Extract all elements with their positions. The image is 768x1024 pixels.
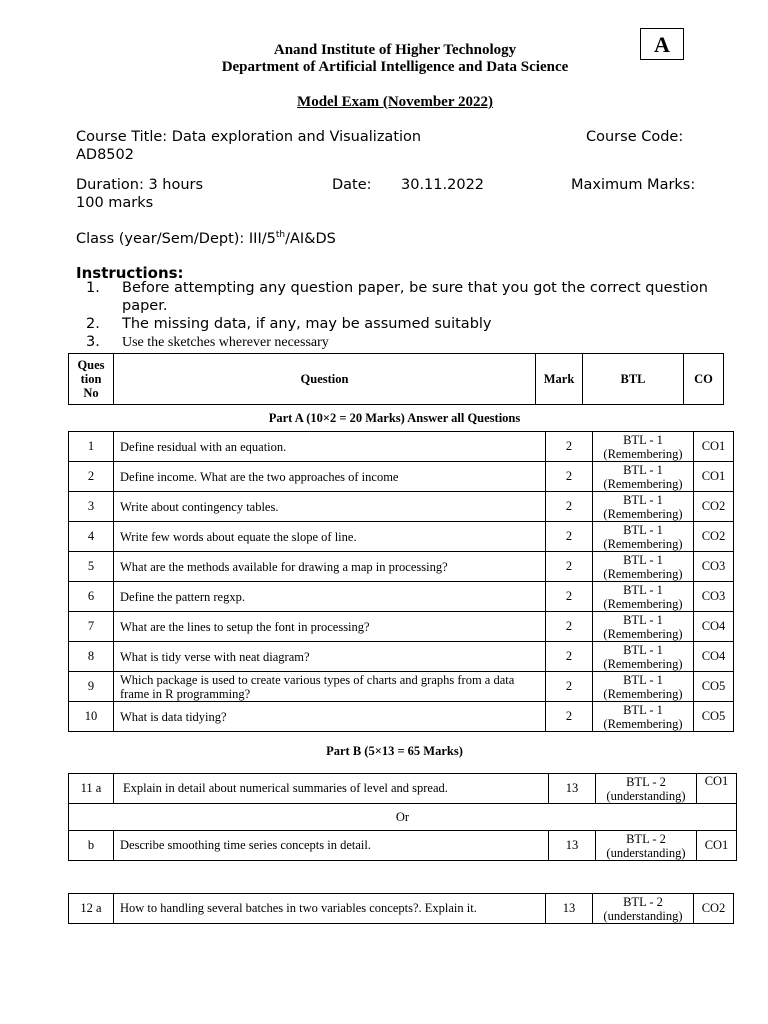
btl-level: BTL - 1	[623, 612, 663, 627]
instruction-1-num: 1.	[86, 280, 100, 296]
question-number: 6	[69, 582, 114, 612]
instruction-2-text: The missing data, if any, may be assumed suitably	[122, 316, 492, 332]
question-text: Write about contingency tables.	[114, 492, 546, 522]
question-text: What are the lines to setup the font in processing?	[114, 612, 546, 642]
q11a-btl	[596, 774, 697, 804]
q12a-btl-level: BTL - 2	[623, 894, 663, 909]
table-row	[69, 462, 734, 492]
table-row	[69, 522, 734, 552]
btl-description: (Remembering)	[603, 476, 683, 491]
question-text: What is tidy verse with neat diagram?	[114, 642, 546, 672]
q12a-btl-desc: (understanding)	[603, 908, 683, 923]
header-question: Question	[114, 354, 536, 405]
exam-title	[0, 94, 768, 111]
question-mark: 2	[546, 702, 593, 732]
question-co: CO3	[694, 552, 734, 582]
question-text: Define the pattern regxp.	[114, 582, 546, 612]
question-btl	[593, 462, 694, 492]
question-number: 10	[69, 702, 114, 732]
btl-description: (Remembering)	[603, 566, 683, 581]
instruction-1-text: Before attempting any question paper, be sure that you got the correct question	[122, 280, 708, 296]
instruction-1-text-cont: paper.	[122, 298, 168, 314]
header-qno-line2: tion	[80, 372, 102, 386]
question-text: What are the methods available for drawing a map in processing?	[114, 552, 546, 582]
question-mark: 2	[546, 522, 593, 552]
q11a-btl-level: BTL - 2	[626, 774, 666, 789]
table-row-q11a	[69, 774, 737, 804]
table-row	[69, 612, 734, 642]
header-co: CO	[684, 354, 724, 405]
btl-level: BTL - 1	[623, 552, 663, 567]
exam-title-text: Model Exam (November 2022)	[297, 94, 493, 110]
question-text: Define income. What are the two approaches of income	[114, 462, 546, 492]
question-text: What is data tidying?	[114, 702, 546, 732]
question-number: 5	[69, 552, 114, 582]
header-qno-line3: No	[83, 386, 99, 400]
table-row-q12a	[69, 894, 734, 924]
class-prefix: Class (year/Sem/Dept): III/5	[76, 230, 276, 247]
question-number: 1	[69, 432, 114, 462]
department-name: Department of Artificial Intelligence and Data Science	[221, 59, 569, 75]
question-btl	[593, 612, 694, 642]
question-co: CO5	[694, 672, 734, 702]
question-number: 2	[69, 462, 114, 492]
btl-description: (Remembering)	[603, 446, 683, 461]
table-row	[69, 432, 734, 462]
table-row-q11b	[69, 831, 737, 861]
question-mark: 2	[546, 552, 593, 582]
instruction-2-num: 2.	[86, 316, 100, 332]
q12a-question: How to handling several batches in two variables concepts?. Explain it.	[114, 894, 546, 924]
question-mark: 2	[546, 582, 593, 612]
class-superscript: th	[275, 230, 286, 240]
or-separator: Or	[69, 804, 737, 831]
q11b-co: CO1	[697, 831, 737, 861]
duration: Duration: 3 hours	[76, 177, 204, 193]
question-mark: 2	[546, 612, 593, 642]
question-co: CO2	[694, 492, 734, 522]
instructions-heading: Instructions:	[76, 264, 184, 282]
table-row	[69, 642, 734, 672]
btl-level: BTL - 1	[623, 672, 663, 687]
q12a-number: 12 a	[69, 894, 114, 924]
question-btl	[593, 642, 694, 672]
table-row	[69, 552, 734, 582]
question-number: 7	[69, 612, 114, 642]
btl-description: (Remembering)	[603, 686, 683, 701]
course-code-label: Course Code:	[586, 129, 684, 145]
question-text: Write few words about equate the slope of line.	[114, 522, 546, 552]
btl-level: BTL - 1	[623, 492, 663, 507]
btl-level: BTL - 1	[623, 462, 663, 477]
btl-level: BTL - 1	[623, 702, 663, 717]
question-btl	[593, 432, 694, 462]
q11b-btl	[596, 831, 697, 861]
btl-description: (Remembering)	[603, 716, 683, 731]
q11a-mark: 13	[549, 774, 596, 804]
instruction-3-num: 3.	[86, 334, 100, 350]
q11b-mark: 13	[549, 831, 596, 861]
btl-description: (Remembering)	[603, 656, 683, 671]
question-co: CO1	[694, 432, 734, 462]
btl-level: BTL - 1	[623, 522, 663, 537]
q11a-btl-desc: (understanding)	[606, 788, 686, 803]
header-btl: BTL	[583, 354, 684, 405]
question-btl	[593, 522, 694, 552]
table-row	[69, 672, 734, 702]
btl-description: (Remembering)	[603, 506, 683, 521]
part-b-title: Part B (5×13 = 65 Marks)	[326, 744, 463, 758]
question-mark: 2	[546, 672, 593, 702]
course-code: AD8502	[76, 147, 134, 163]
question-table-header	[68, 353, 724, 405]
q11a-number: 11 a	[69, 774, 114, 804]
q11a-co: CO1	[697, 774, 737, 804]
q12a-mark: 13	[546, 894, 593, 924]
question-btl	[593, 492, 694, 522]
question-btl	[593, 582, 694, 612]
q11b-btl-desc: (understanding)	[606, 845, 686, 860]
question-mark: 2	[546, 432, 593, 462]
date-value: 30.11.2022	[401, 177, 485, 193]
max-marks-label: Maximum Marks:	[571, 177, 696, 193]
part-b-table-q11	[68, 773, 737, 861]
question-text: Define residual with an equation.	[114, 432, 546, 462]
part-b-table-q12	[68, 893, 734, 924]
question-co: CO5	[694, 702, 734, 732]
date-label: Date:	[332, 177, 372, 193]
question-co: CO3	[694, 582, 734, 612]
question-co: CO2	[694, 522, 734, 552]
question-btl	[593, 702, 694, 732]
class-suffix: /AI&DS	[285, 230, 336, 247]
btl-description: (Remembering)	[603, 626, 683, 641]
question-text: Which package is used to create various types of charts and graphs from a data frame in R programming?	[114, 672, 546, 702]
part-a-table	[68, 431, 734, 732]
class-info	[76, 230, 336, 247]
question-number: 8	[69, 642, 114, 672]
question-co: CO4	[694, 642, 734, 672]
q12a-btl	[593, 894, 694, 924]
q11a-question: Explain in detail about numerical summaries of level and spread.	[114, 774, 549, 804]
part-a-title: Part A (10×2 = 20 Marks) Answer all Questions	[268, 411, 521, 425]
institute-name: Anand Institute of Higher Technology	[273, 42, 517, 58]
table-row	[69, 582, 734, 612]
table-row	[69, 702, 734, 732]
q11b-number: b	[69, 831, 114, 861]
question-co: CO4	[694, 612, 734, 642]
header-qno-line1: Ques	[77, 358, 105, 372]
question-number: 3	[69, 492, 114, 522]
btl-description: (Remembering)	[603, 596, 683, 611]
question-number: 9	[69, 672, 114, 702]
table-row-or	[69, 804, 737, 831]
question-mark: 2	[546, 642, 593, 672]
btl-level: BTL - 1	[623, 582, 663, 597]
question-number: 4	[69, 522, 114, 552]
q11b-btl-level: BTL - 2	[626, 831, 666, 846]
table-row	[69, 492, 734, 522]
question-co: CO1	[694, 462, 734, 492]
course-title: Course Title: Data exploration and Visualization	[76, 129, 422, 145]
q11b-question: Describe smoothing time series concepts in detail.	[114, 831, 549, 861]
header-question-no	[69, 354, 114, 405]
question-mark: 2	[546, 462, 593, 492]
question-mark: 2	[546, 492, 593, 522]
question-btl	[593, 672, 694, 702]
question-set-box: A	[640, 28, 684, 60]
header-mark: Mark	[536, 354, 583, 405]
btl-level: BTL - 1	[623, 432, 663, 447]
q12a-co: CO2	[694, 894, 734, 924]
instruction-3-text: Use the sketches wherever necessary	[122, 335, 329, 350]
max-marks-value: 100 marks	[76, 195, 154, 211]
btl-description: (Remembering)	[603, 536, 683, 551]
question-btl	[593, 552, 694, 582]
btl-level: BTL - 1	[623, 642, 663, 657]
